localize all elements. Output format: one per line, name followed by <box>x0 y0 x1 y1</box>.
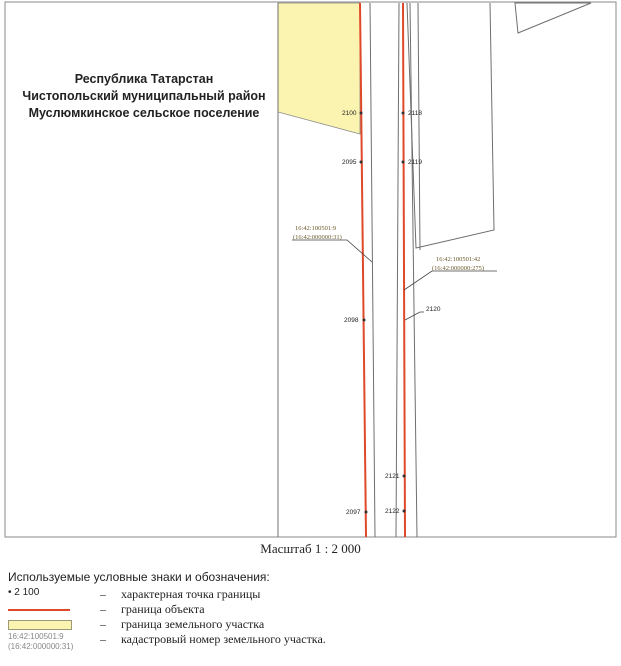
legend-symbol-parcel <box>8 617 88 632</box>
legend-item-cadastral <box>8 632 608 658</box>
point-2100-dot <box>360 112 363 115</box>
legend-cadastral-number: 16:42:100501:9 <box>8 632 64 641</box>
legend-dash: – <box>100 602 106 616</box>
cadastral-left-number: 16:42:100501:9 <box>295 225 337 232</box>
point-2122-dot <box>403 510 406 513</box>
point-label-2100: 2100 <box>342 110 357 117</box>
point-2095-dot <box>360 161 363 164</box>
point-2097-dot <box>365 511 368 514</box>
title-settlement: Муслюмкинское сельское поселение <box>28 106 260 120</box>
cadastral-right-parent: (16:42:000000:275) <box>432 265 484 272</box>
legend-title: Используемые условные знаки и обозначения: <box>8 570 270 584</box>
point-label-2121: 2121 <box>385 473 400 480</box>
legend-dash: – <box>100 617 106 631</box>
point-label-2095: 2095 <box>342 159 357 166</box>
cadastral-left-parent: (16:42:000000:31) <box>293 234 342 241</box>
legend-dash: – <box>100 632 106 646</box>
point-2119-dot <box>402 161 405 164</box>
legend-symbol-cadastral <box>8 632 88 651</box>
map-title <box>14 71 274 122</box>
cadastral-right-number: 16:42:100501:42 <box>436 256 481 263</box>
point-label-2118: 2118 <box>408 110 422 117</box>
map-scale: Масштаб 1 : 2 000 <box>260 541 361 556</box>
point-label-2120: 2120 <box>426 306 441 313</box>
point-2121-dot <box>403 475 406 478</box>
legend-text-point: характерная точка границы <box>121 587 261 601</box>
legend-item-point <box>8 587 608 602</box>
point-label-2119: 2119 <box>408 159 422 166</box>
point-2098-dot <box>363 319 366 322</box>
legend-text-object-boundary: граница объекта <box>121 602 205 616</box>
legend-text-cadastral: кадастровый номер земельного участка. <box>121 632 326 646</box>
point-label-2122: 2122 <box>385 508 400 515</box>
legend-cadastral-parent: (16:42:000000:31) <box>8 642 74 651</box>
legend-item-parcel-boundary <box>8 617 608 632</box>
legend-dash: – <box>100 587 106 601</box>
point-label-2097: 2097 <box>346 509 361 516</box>
title-district: Чистопольский муниципальный район <box>22 89 266 103</box>
title-region: Республика Татарстан <box>74 72 214 86</box>
point-2118-dot <box>402 112 405 115</box>
point-label-2098: 2098 <box>344 317 359 324</box>
legend-symbol-point: • 2 100 <box>8 587 40 598</box>
legend-item-object-boundary <box>8 602 608 617</box>
legend-symbol-object-line <box>8 602 88 617</box>
legend-text-parcel-boundary: граница земельного участка <box>121 617 265 631</box>
